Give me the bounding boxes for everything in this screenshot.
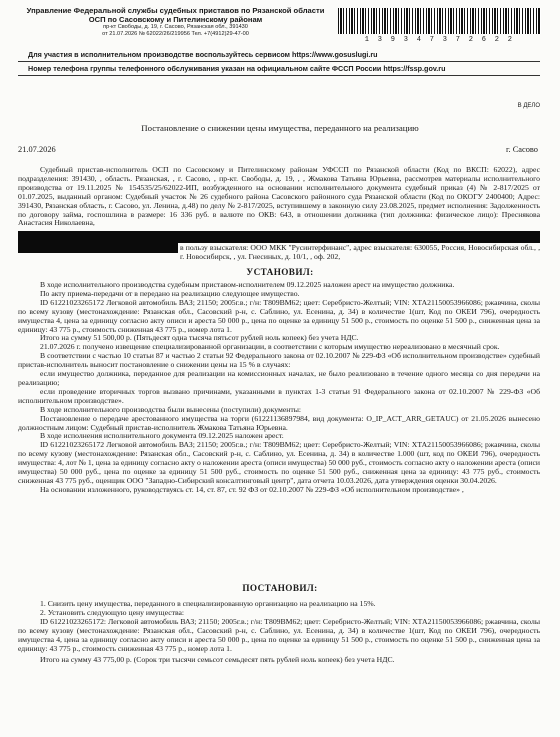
established-para: В ходе исполнительного производства были вынесены (поступили) документы: [40,404,302,414]
established-para: Итого на сумму 51 500,00 р. (Пятьдесят одна тысяча пятьсот рублей ноль копеек) без учета НДС. [40,333,359,343]
established-para: Постановление о передаче арестованного имущества на торги (61221136897984, вид документа: О_IP_ACT_ARR_GETAUC) от 21.05.2026 вынесено должностным лицом: Судебный пристав-исполнитель Жмакова Татьяна Юрьевна. [18,413,540,432]
established-para: если проведение вторичных торгов вызвано причинами, указанными в пунктах 1-3 статьи 91 Федерального закона от 02.10.2007 № 229-ФЗ «Об исполнительном производстве». [18,386,540,405]
document-title: Постановление о снижении цены имущества, переданного на реализацию [141,123,419,133]
divider-1 [18,61,540,62]
resolved-para: Итого на сумму 43 775,00 р. (Сорок три тысячи семьсот семьдесят пять рублей ноль копеек) без учета НДС. [40,655,395,665]
notice-gosuslugi: Для участия в исполнительном производстве воспользуйтесь сервисом https://www.gosuslugi.ru [28,50,378,59]
resolved-para: 2. Установить следующую цену имущества: [40,607,185,617]
barcode-number: 1 3 9 3 4 7 3 7 2 6 2 2 [364,36,515,44]
heading-established: УСТАНОВИЛ: [246,267,314,277]
intro-paragraph [18,166,540,228]
resolved-section [18,600,540,665]
header-line-1: Управление Федеральной службы судебных приставов по Рязанской области [26,6,325,15]
document-date: 21.07.2026 [18,145,56,154]
intro-tail-text: в пользу взыскателя: ООО МКК "Русинтерфинанс", адрес взыскателя: 630055, Россия, Новосибирская обл., , г. Новосибирск, , ул. Гнесиных, д. 10/1, , оф. 202, [180,243,540,261]
established-para: ID 61221023265172 Легковой автомобиль ВАЗ; 21150; 2005г.в.; г/н: Т809ВМ62; цвет: Серебристо-Желтый; VIN: ХТА21150053966086; ржавчина, сколы по всему кузову (местонахождение: Рязанская обл., Сасовский р-н, с. Саблино, ул. Есенина, д. 34) в количестве 1.000 (шт, код по ОКЕИ 796), очередность имущества: 4, лот № 1, цена за единицу согласно акту о наложении ареста (описи имущества) 50 000 руб., стоимость согласно акту о наложении ареста (описи имущества) 50 000 руб., цена по оценке за единицу 51 500 руб., стоимость по оценке 51 500 руб., сниженная цена за единицу: 43 775 руб., стоимость сниженная 43 775 руб., оценщик ООО "Западно-Сибирский консалтинговый центр", дата отчета 10.03.2026, дата утверждения оценки 30.04.2026. [18,440,540,485]
established-para: В соответствии с частью 10 статьи 87 и частью 2 статьи 92 Федерального закона от 02.10.2007 № 229-ФЗ «Об исполнительном производстве» судебный пристав-исполнитель выносит постановление о снижении цены на 15 % в случаях: [18,351,540,370]
heading-resolved: ПОСТАНОВИЛ: [242,583,318,593]
established-para: На основании изложенного, руководствуясь ст. 14, ст. 87, ст. 92 ФЗ от 02.10.2007 № 229-ФЗ «Об исполнительном производстве» , [40,484,464,494]
intro-tail-paragraph [180,244,540,262]
established-para: В ходе исполнения исполнительного документа 09.12.2025 наложен арест. [40,431,284,441]
established-para: если имущество должника, переданное для реализации на комиссионных началах, не было реализовано в течение одного месяца со дня передачи на реализацию; [18,369,540,387]
established-section [18,281,540,495]
resolved-para: 1. Снизить цену имущества, переданного в специализированную организацию на реализацию на 15%. [40,599,376,608]
resolved-para: ID 61221023265172: Легковой автомобиль ВАЗ; 21150; 2005г.в.; г/н: Т809ВМ62; цвет: Серебристо-Желтый; VIN: ХТА21150053966086; ржавчина, сколы по всему кузову (местонахождение: Рязанская обл., Сасовский р-н, с. Саблино, ул. Есенина, д. 34) в количестве 1(шт, Код по ОКЕИ 796), очередность имущества 4, цена за единицу согласно акту описи и ареста 50 000 р., цена по оценке за единицу 51 500 р., стоимость по оценке 51 500 р., сниженная цена за единицу: 43 775 р., стоимость сниженная 43 775 р., номер лота 1. [18,616,540,653]
header-line-4: от 21.07.2026 № 62022/26/219956 Тел. +7(4912)29-47-00 [102,30,249,37]
divider-2 [18,75,540,76]
redaction-bar-1 [18,231,540,243]
established-para: 21.07.2026 г. получено извещение специализированной организации, в соответствии с которым имущество нереализовано в месячный срок. [40,342,500,352]
header-line-2: ОСП по Сасовскому и Пителинскому районам [88,15,263,24]
intro-text: Судебный пристав-исполнитель ОСП по Сасовскому и Пителинскому районам УФССП по Рязанской области (Код по ВКСП: 62022), адрес подразделения: 391430, , область. Рязанская, , г. Сасово, , пр-кт. Свободы, д. 19, , , Жмакова Татьяна Юрьевна, рассмотрев материалы исполнительного производства от 19.11.2025 № 154535/25/62022-ИП, возбужденного на основании исполнительного документа судебный приказ (4) № 2-817/2025 от 01.07.2025, выданный органом: Судебный участок № 26 судебного района Сасовского районного суда Рязанской области (Код по ОКОГУ 2400400; Адрес: 391430, Рязанская область, г. Сасово, ул. Ленина, д.48) по делу № 2-817/2025, вступившему в законную силу 23.08.2025, предмет исполнения: Задолженность по договору займа, госпошлина в размере: 16 336 руб. в валюте по ОКВ: 643, в отношении должника (тип должника: физическое лицо): Преснякова Анастасия Николаевна, [18,165,540,228]
v-delo-mark: В ДЕЛО [517,103,540,109]
header-line-3: пр-кт Свободы, д. 19, г. Сасово, Рязанская обл., 391430 [103,24,248,30]
issuer-header [18,6,333,37]
established-para: В ходе исполнительного производства судебным приставом-исполнителем 09.12.2025 наложен арест на имущество должника. [40,280,455,289]
redaction-bar-2 [18,243,178,253]
established-para: ID 61221023265172 Легковой автомобиль ВАЗ; 21150; 2005г.в.; г/н: Т809ВМ62; цвет: Серебристо-Желтый; VIN: ХТА21150053966086; ржавчина, сколы по всему кузову (местонахождение: Рязанская обл., Сасовский р-н, с. Саблино, ул. Есенина, д. 34) в количестве 1(шт, Код по ОКЕИ 796), очередность имущества 4, цена за единицу согласно акту описи и ареста 50 000 р., цена по оценке за единицу 51 500 р., стоимость по оценке 51 500 р., сниженная цена за единицу: 43 775 р., стоимость сниженная 43 775 р., номер лота 1. [18,297,540,334]
document-city: г. Сасово [506,145,538,154]
established-para: По акту приема-передачи от в передано на реализацию следующее имущество. [40,288,300,298]
barcode [338,8,541,34]
notice-phone: Номер телефона группы телефонного обслуживания указан на официальном сайте ФССП России https://fssp.gov.ru [28,64,446,73]
